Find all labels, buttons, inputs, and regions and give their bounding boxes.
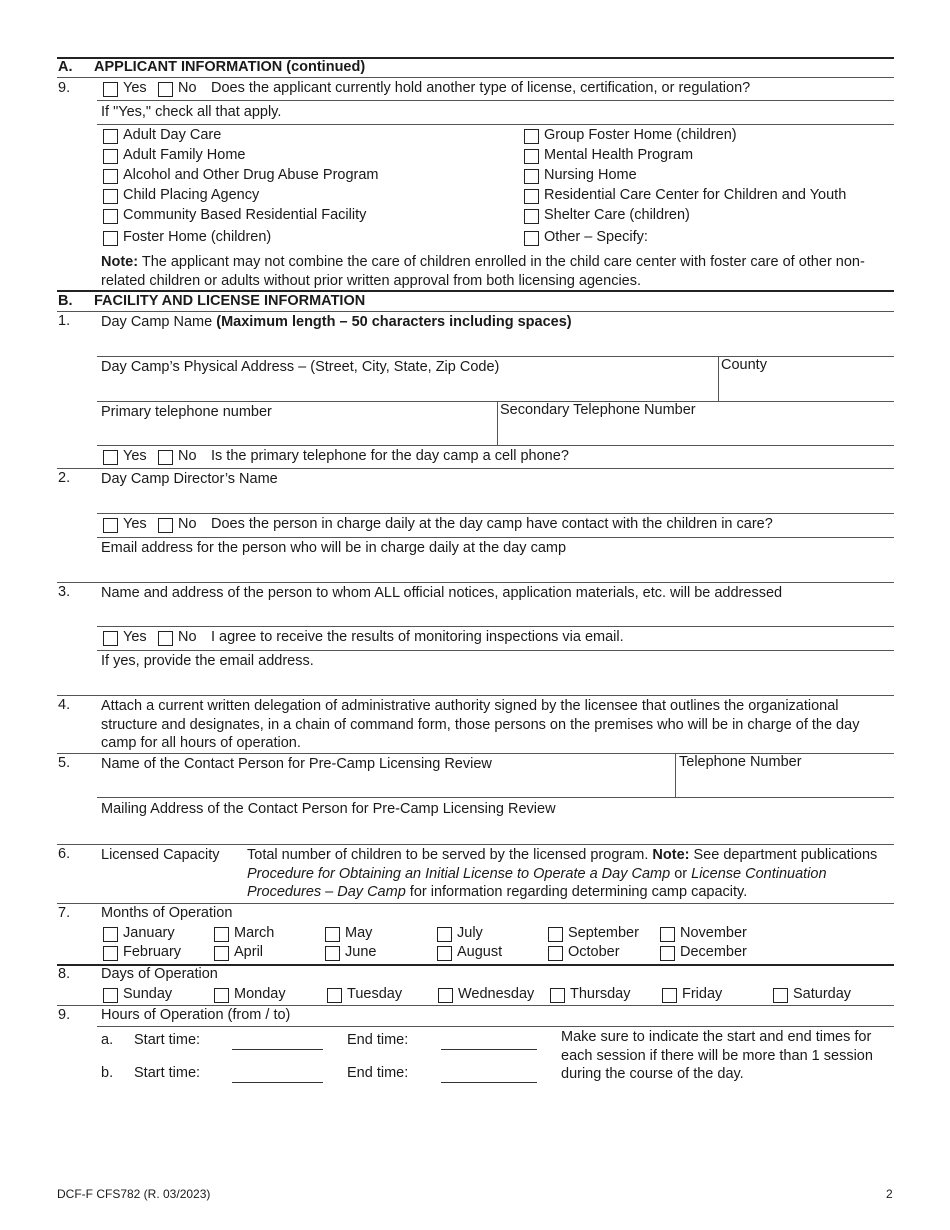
march-checkbox[interactable] (214, 927, 229, 942)
month-label: May (345, 925, 373, 941)
divider (675, 753, 676, 797)
divider (497, 401, 498, 445)
adult-family-home-checkbox[interactable] (103, 149, 118, 164)
a9-yes-label: Yes (123, 80, 147, 96)
section-rule (57, 290, 894, 292)
licensed-capacity-field[interactable]: Licensed Capacity (101, 847, 220, 863)
capacity-note-label: Note: (652, 847, 690, 863)
or-text: or (674, 865, 688, 882)
month-label: November (680, 925, 747, 941)
email-results-no-checkbox[interactable] (158, 631, 173, 646)
results-email-field[interactable]: If yes, provide the email address. (101, 653, 314, 669)
b5-number: 5. (58, 755, 71, 771)
capacity-text (247, 846, 897, 902)
a9-note (101, 253, 901, 290)
month-label: December (680, 944, 747, 960)
month-label: August (457, 944, 503, 960)
secondary-phone-field[interactable]: Secondary Telephone Number (500, 402, 696, 418)
email-results-agree: I agree to receive the results of monitoring inspections via email. (211, 629, 624, 645)
day-label: Sunday (123, 986, 173, 1002)
april-checkbox[interactable] (214, 946, 229, 961)
row-b-label: b. (101, 1065, 114, 1081)
months-label: Months of Operation (101, 905, 233, 921)
a9-number: 9. (58, 80, 71, 96)
other-specify-checkbox[interactable] (524, 231, 539, 246)
session-b-end-input[interactable] (441, 1082, 537, 1083)
september-checkbox[interactable] (548, 927, 563, 942)
section-a-letter: A. (58, 59, 73, 75)
saturday-checkbox[interactable] (773, 988, 788, 1003)
b6-number: 6. (58, 846, 71, 862)
days-label: Days of Operation (101, 966, 218, 982)
publication-continuation: License Continuation Procedures – Day Camp (247, 865, 827, 900)
month-label: September (568, 925, 639, 941)
month-label: March (234, 925, 275, 941)
month-label: October (568, 944, 620, 960)
b7-number: 7. (58, 905, 71, 921)
mental-health-program-checkbox[interactable] (524, 149, 539, 164)
b9-number: 9. (58, 1007, 71, 1023)
option-label: Nursing Home (544, 167, 637, 183)
start-time-label: Start time: (134, 1065, 201, 1081)
mailing-address-field[interactable]: Mailing Address of the Contact Person for Pre-Camp Licensing Review (101, 801, 556, 817)
rule (97, 797, 894, 798)
option-label: Other – Specify: (544, 229, 648, 245)
option-label: Adult Family Home (123, 147, 246, 163)
contact-no-checkbox[interactable] (158, 518, 173, 533)
day-label: Friday (682, 986, 723, 1002)
month-label: July (457, 925, 483, 941)
b8-number: 8. (58, 966, 71, 982)
tuesday-checkbox[interactable] (327, 988, 342, 1003)
august-checkbox[interactable] (437, 946, 452, 961)
option-label: Mental Health Program (544, 147, 694, 163)
a9-no-checkbox[interactable] (158, 82, 173, 97)
publication-initial-license: Procedure for Obtaining an Initial License to Operate a Day Camp (247, 865, 671, 882)
month-label: January (123, 925, 175, 941)
december-checkbox[interactable] (660, 946, 675, 961)
february-checkbox[interactable] (103, 946, 118, 961)
option-label: Adult Day Care (123, 127, 222, 143)
july-checkbox[interactable] (437, 927, 452, 942)
day-camp-name-hint: (Maximum length – 50 characters including spaces) (216, 314, 572, 330)
day-camp-name-field[interactable] (101, 314, 572, 330)
cell-phone-no-checkbox[interactable] (158, 450, 173, 465)
b3-number: 3. (58, 584, 71, 600)
rule (57, 77, 894, 78)
adult-day-care-checkbox[interactable] (103, 129, 118, 144)
no-label: No (178, 629, 197, 645)
rule (97, 626, 894, 627)
wednesday-checkbox[interactable] (438, 988, 453, 1003)
rule (97, 513, 894, 514)
group-foster-home-checkbox[interactable] (524, 129, 539, 144)
session-b-start-input[interactable] (232, 1082, 323, 1083)
rcc-checkbox[interactable] (524, 189, 539, 204)
nursing-home-checkbox[interactable] (524, 169, 539, 184)
primary-phone-field[interactable]: Primary telephone number (101, 404, 272, 420)
sunday-checkbox[interactable] (103, 988, 118, 1003)
rule (57, 582, 894, 583)
rule (97, 650, 894, 651)
note-label: Note: (101, 254, 139, 270)
november-checkbox[interactable] (660, 927, 675, 942)
rule (97, 1026, 894, 1027)
option-label: Foster Home (children) (123, 229, 272, 245)
option-label: Residential Care Center for Children and Youth (544, 187, 847, 203)
january-checkbox[interactable] (103, 927, 118, 942)
rule (57, 695, 894, 696)
rule (57, 311, 894, 312)
option-label: Shelter Care (children) (544, 207, 690, 223)
director-name-field[interactable]: Day Camp Director’s Name (101, 471, 278, 487)
contact-person-field[interactable]: Name of the Contact Person for Pre-Camp Licensing Review (101, 756, 492, 772)
monday-checkbox[interactable] (214, 988, 229, 1003)
option-label: Community Based Residential Facility (123, 207, 367, 223)
capacity-text-2: See department publications (693, 847, 878, 863)
day-label: Saturday (793, 986, 852, 1002)
day-label: Tuesday (347, 986, 403, 1002)
contact-phone-field[interactable]: Telephone Number (679, 754, 802, 770)
email-results-yes-checkbox[interactable] (103, 631, 118, 646)
day-label: Thursday (570, 986, 631, 1002)
no-label: No (178, 448, 197, 464)
session-a-end-input[interactable] (441, 1049, 537, 1050)
rule (97, 124, 894, 125)
a9-question: Does the applicant currently hold another type of license, certification, or regulation? (211, 80, 751, 96)
rule (97, 356, 894, 357)
rule (57, 468, 894, 469)
section-b-title: FACILITY AND LICENSE INFORMATION (94, 293, 366, 309)
option-label: Group Foster Home (children) (544, 127, 737, 143)
end-time-label: End time: (347, 1065, 409, 1081)
foster-home-checkbox[interactable] (103, 231, 118, 246)
start-time-label: Start time: (134, 1032, 201, 1048)
session-a-start-input[interactable] (232, 1049, 323, 1050)
day-camp-name-label: Day Camp Name (101, 314, 213, 330)
aoda-program-checkbox[interactable] (103, 169, 118, 184)
section-a-title: APPLICANT INFORMATION (continued) (94, 59, 366, 75)
b4-number: 4. (58, 697, 71, 713)
capacity-text-3: for information regarding determining camp capacity. (409, 884, 748, 900)
daily-email-field[interactable]: Email address for the person who will be in charge daily at the day camp (101, 540, 567, 556)
rule (57, 903, 894, 904)
no-label: No (178, 516, 197, 532)
friday-checkbox[interactable] (662, 988, 677, 1003)
contact-yes-checkbox[interactable] (103, 518, 118, 533)
rule (57, 1005, 894, 1006)
day-label: Wednesday (458, 986, 535, 1002)
rule (97, 537, 894, 538)
june-checkbox[interactable] (325, 946, 340, 961)
cbrf-checkbox[interactable] (103, 209, 118, 224)
yes-label: Yes (123, 448, 147, 464)
rule (57, 844, 894, 845)
end-time-label: End time: (347, 1032, 409, 1048)
day-label: Monday (234, 986, 286, 1002)
yes-label: Yes (123, 629, 147, 645)
form-id: DCF-F CFS782 (R. 03/2023) (57, 1187, 211, 1201)
physical-address-field[interactable]: Day Camp’s Physical Address – (Street, City, State, Zip Code) (101, 359, 500, 375)
capacity-text-1: Total number of children to be served by the licensed program. (247, 847, 649, 863)
yes-label: Yes (123, 516, 147, 532)
note-text: The applicant may not combine the care of children enrolled in the child care center with foster care of other non-related children or adults without prior written approval from both licensing agencies. (101, 254, 865, 289)
month-label: February (123, 944, 182, 960)
october-checkbox[interactable] (548, 946, 563, 961)
page-number: 2 (886, 1187, 893, 1201)
b1-number: 1. (58, 313, 71, 329)
option-label: Alcohol and Other Drug Abuse Program (123, 167, 379, 183)
row-a-label: a. (101, 1032, 114, 1048)
hours-label: Hours of Operation (from / to) (101, 1007, 291, 1023)
official-notices-field[interactable]: Name and address of the person to whom ALL official notices, application materials, etc. will be addressed (101, 585, 783, 601)
section-b-letter: B. (58, 293, 73, 309)
cell-phone-question: Is the primary telephone for the day camp a cell phone? (211, 448, 569, 464)
a9-yes-checkbox[interactable] (103, 82, 118, 97)
rule (97, 401, 894, 402)
rule (97, 445, 894, 446)
child-placing-agency-checkbox[interactable] (103, 189, 118, 204)
option-label: Child Placing Agency (123, 187, 260, 203)
month-label: June (345, 944, 377, 960)
county-field[interactable]: County (721, 357, 767, 373)
b2-number: 2. (58, 470, 71, 486)
a9-no-label: No (178, 80, 197, 96)
month-label: April (234, 944, 264, 960)
shelter-care-checkbox[interactable] (524, 209, 539, 224)
a9-if-yes: If "Yes," check all that apply. (101, 104, 282, 120)
thursday-checkbox[interactable] (550, 988, 565, 1003)
delegation-text: Attach a current written delegation of administrative authority signed by the licensee that outlines the organizational structure and designates, in a chain of command form, those persons on the premises who will be in charge of the day camp for all hours of operation. (101, 698, 860, 751)
rule (97, 100, 894, 101)
cell-phone-yes-checkbox[interactable] (103, 450, 118, 465)
divider (718, 356, 719, 401)
contact-question: Does the person in charge daily at the day camp have contact with the children in care? (211, 516, 773, 532)
sessions-hint: Make sure to indicate the start and end times for each session if there will be more than 1 session during the course of the day. (561, 1029, 873, 1082)
may-checkbox[interactable] (325, 927, 340, 942)
